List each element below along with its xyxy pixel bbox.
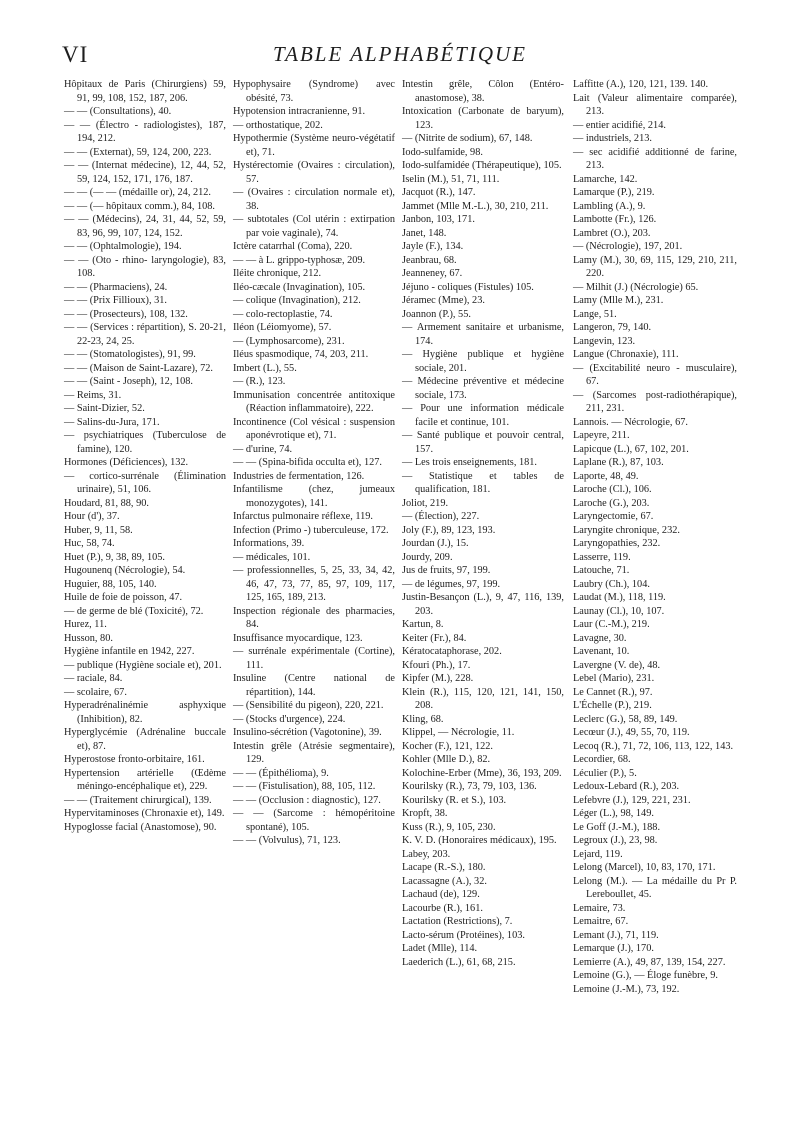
index-entry: Joly (F.), 89, 123, 193. — [402, 524, 496, 536]
index-entry: Lambotte (Fr.), 126. — [573, 214, 657, 225]
index-entry: Insulino-sécrétion (Vagotonine), 39. — [233, 727, 382, 738]
page-title: TABLE ALPHABÉTIQUE — [273, 42, 527, 66]
index-entry: Iodo-sulfamidée (Thérapeutique), 105. — [402, 160, 562, 171]
index-entry: Lemant (J.), 71, 119. — [573, 929, 659, 941]
index-entry: — (Ovaires : circulation normale et), 38. — [233, 187, 395, 212]
index-entry: — — (Externat), 59, 124, 200, 223. — [64, 146, 212, 158]
index-entry: — (Nitrite de sodium), 67, 148. — [402, 133, 533, 144]
index-entry: Langue (Chronaxie), 111. — [573, 349, 679, 360]
index-entry: Lelong (M.). — La médaille du Pr P. Lereboullet, 45. — [573, 875, 737, 900]
index-entry: — — (Stomatologistes), 91, 99. — [64, 349, 196, 360]
index-entry: Lamarche, 142. — [573, 173, 638, 185]
index-entry: Langeron, 79, 140. — [573, 322, 652, 333]
index-entry: — (R.), 123. — [233, 376, 286, 387]
index-entry: Incontinence (Col vésical : suspension aponévrotique et), 71. — [233, 416, 395, 441]
index-entry: Kourilsky (R. et S.), 103. — [402, 794, 507, 806]
index-entry: — — (Saint - Joseph), 12, 108. — [64, 376, 193, 387]
index-entry: Langevin, 123. — [573, 335, 636, 347]
index-entry: — — (Sarcome : hémopéritoine spontané), 105. — [233, 808, 395, 833]
index-entry: Laur (C.-M.), 219. — [573, 619, 650, 630]
index-entry: Lapeyre, 211. — [573, 430, 630, 441]
index-entry: Lait (Valeur alimentaire comparée), 213. — [573, 92, 737, 117]
index-entry: Janet, 148. — [402, 227, 447, 239]
index-entry: Lacto-sérum (Protéines), 103. — [402, 929, 525, 941]
index-entry: Laroche (G.), 203. — [573, 497, 650, 509]
index-entry: Lacassagne (A.), 32. — [402, 875, 487, 887]
index-entry: Kératocataphorase, 202. — [402, 646, 502, 657]
index-entry: Huguier, 88, 105, 140. — [64, 578, 157, 590]
index-entry: Klein (R.), 115, 120, 121, 141, 150, 208. — [402, 686, 564, 711]
index-entry: Hyperostose fronto-orbitaire, 161. — [64, 754, 205, 765]
index-entry: Hypothermie (Système neuro-végétatif et), 71. — [233, 133, 395, 158]
index-entry: — Santé publique et pouvoir central, 157. — [402, 430, 564, 455]
index-entry: Laudat (M.), 118, 119. — [573, 592, 666, 603]
index-entry: Laroche (Cl.), 106. — [573, 484, 652, 495]
index-entry: — Médecine préventive et médecine sociale, 173. — [402, 376, 564, 401]
index-entry: Joannon (P.), 55. — [402, 308, 471, 320]
index-entry: — de germe de blé (Toxicité), 72. — [64, 605, 204, 617]
index-entry: — — (Traitement chirurgical), 139. — [64, 794, 212, 806]
index-column-4 — [573, 78, 737, 996]
index-entry: K. V. D. (Honoraires médicaux), 195. — [402, 835, 557, 846]
index-entry: Kling, 68. — [402, 713, 444, 725]
index-entry: Léculier (P.), 5. — [573, 767, 637, 779]
index-entry: Lejard, 119. — [573, 848, 623, 860]
index-entry: Laplane (R.), 87, 103. — [573, 457, 664, 468]
index-entry: Iléite chronique, 212. — [233, 268, 322, 279]
index-entry: — (Stocks d'urgence), 224. — [233, 713, 346, 725]
index-entry: Lecoq (R.), 71, 72, 106, 113, 122, 143. — [573, 740, 734, 752]
index-entry: Kropft, 38. — [402, 808, 448, 819]
index-entry: Lacape (R.-S.), 180. — [402, 862, 486, 873]
index-entry: Intestin grêle, Côlon (Entéro-anastomose), 38. — [402, 79, 564, 104]
index-entry: Joliot, 219. — [402, 497, 449, 509]
index-entry: Lemoine (J.-M.), 73, 192. — [573, 983, 680, 995]
index-entry: — cortico-surrénale (Élimination urinaire), 51, 106. — [64, 470, 226, 495]
index-entry: Iléon (Léiomyome), 57. — [233, 322, 332, 333]
index-entry: — Salins-du-Jura, 171. — [64, 416, 160, 428]
index-entry: Le Cannet (R.), 97. — [573, 686, 653, 698]
index-entry: — professionnelles, 5, 25, 33, 34, 42, 46, 47, 73, 77, 85, 97, 109, 117, 125, 165, 189, 213. — [233, 565, 395, 603]
index-entry: Leclerc (G.), 58, 89, 149. — [573, 713, 678, 725]
index-entry: Klippel, — Nécrologie, 11. — [402, 727, 515, 738]
index-entry: — entier acidifié, 214. — [573, 119, 666, 131]
index-entry: Ledoux-Lebard (R.), 203. — [573, 781, 680, 792]
index-entry: Jacquot (R.), 147. — [402, 187, 476, 198]
index-entry: Janbon, 103, 171. — [402, 214, 475, 225]
index-entry: Lambret (O.), 203. — [573, 227, 651, 239]
index-entry: Hormones (Déficiences), 132. — [64, 457, 189, 468]
index-entry: Lamy (M.), 30, 69, 115, 129, 210, 211, 220. — [573, 254, 737, 279]
index-entry: — (Excitabilité neuro - musculaire), 67. — [573, 362, 737, 387]
index-entry: — — (— — (médaille or), 24, 212. — [64, 187, 211, 198]
index-entry: Lebel (Mario), 231. — [573, 673, 655, 684]
index-entry: Imbert (L.), 55. — [233, 362, 297, 374]
index-entry: Ladet (Mlle), 114. — [402, 943, 478, 954]
index-entry: Hyperadrénalinémie asphyxique (Inhibition), 82. — [64, 700, 226, 725]
index-entry: Jayle (F.), 134. — [402, 241, 464, 252]
index-entry: Jeanneney, 67. — [402, 268, 463, 279]
index-entry: Kolochine-Erber (Mme), 36, 193, 209. — [402, 767, 562, 779]
index-entry: — (Sensibilité du pigeon), 220, 221. — [233, 700, 384, 711]
index-entry: — raciale, 84. — [64, 673, 123, 684]
index-entry: Kfouri (Ph.), 17. — [402, 659, 471, 671]
index-entry: Lapicque (L.), 67, 102, 201. — [573, 443, 689, 455]
index-entry: Hygiène infantile en 1942, 227. — [64, 646, 195, 657]
index-entry: Lamarque (P.), 219. — [573, 187, 655, 198]
index-entry: — Pour une information médicale facile et continue, 101. — [402, 403, 564, 428]
index-entry: Jourdan (J.), 15. — [402, 538, 469, 549]
index-entry: — (Élection), 227. — [402, 511, 480, 522]
index-entry: — colique (Invagination), 212. — [233, 295, 361, 306]
index-entry: Intestin grêle (Atrésie segmentaire), 129. — [233, 740, 395, 765]
index-entry: Jammet (Mlle M.-L.), 30, 210, 211. — [402, 200, 549, 212]
index-entry: — — (Services : répartition), S. 20-21, 22-23, 24, 25. — [64, 322, 226, 347]
index-entry: — subtotales (Col utérin : extirpation par voie vaginale), 74. — [233, 214, 395, 239]
index-entry: Informations, 39. — [233, 538, 305, 549]
index-entry: Hypoglosse facial (Anastomose), 90. — [64, 821, 217, 833]
index-entry: Lefebvre (J.), 129, 221, 231. — [573, 794, 691, 806]
index-entry: Kartun, 8. — [402, 619, 444, 630]
index-entry: — Reims, 31. — [64, 389, 122, 401]
index-entry: Iselin (M.), 51, 71, 111. — [402, 173, 500, 185]
index-entry: Hypervitaminoses (Chronaxie et), 149. — [64, 808, 225, 819]
index-entry: — — (Occlusion : diagnostic), 127. — [233, 794, 381, 806]
index-entry: — — (Prosecteurs), 108, 132. — [64, 308, 188, 320]
index-entry: — — (Ophtalmologie), 194. — [64, 241, 182, 252]
index-entry: Jeanbrau, 68. — [402, 254, 457, 266]
index-entry: Kohler (Mlle D.), 82. — [402, 754, 491, 765]
index-entry: Ictère catarrhal (Coma), 220. — [233, 241, 353, 252]
index-entry: Laryngopathies, 232. — [573, 538, 661, 549]
index-entry: Jus de fruits, 97, 199. — [402, 565, 491, 576]
index-entry: Léger (L.), 98, 149. — [573, 808, 654, 819]
index-entry: Intoxication (Carbonate de baryum), 123. — [402, 106, 564, 131]
index-entry: Immunisation concentrée antitoxique (Réaction inflammatoire), 222. — [233, 389, 395, 414]
index-entry: Keiter (Fr.), 84. — [402, 632, 467, 644]
index-entry: — — (Électro - radiologistes), 187, 194, 212. — [64, 119, 226, 144]
index-entry: Launay (Cl.), 10, 107. — [573, 605, 665, 617]
index-entry: — orthostatique, 202. — [233, 119, 323, 131]
index-entry: Laryngectomie, 67. — [573, 511, 654, 522]
index-entry: Husson, 80. — [64, 632, 113, 644]
page-number: VI — [62, 42, 89, 67]
index-entry: Lemoine (G.), — Éloge funèbre, 9. — [573, 970, 718, 981]
index-entry: Latouche, 71. — [573, 565, 630, 576]
index-entry: — — (Maison de Saint-Lazare), 72. — [64, 362, 213, 374]
index-entry: Kocher (F.), 121, 122. — [402, 740, 493, 752]
index-entry: — surrénale expérimentale (Cortine), 111. — [233, 646, 395, 671]
index-entry: Lannois. — Nécrologie, 67. — [573, 416, 688, 428]
index-entry: Infantilisme (chez, jumeaux monozygotes), 141. — [233, 484, 395, 509]
index-entry: Lemarque (J.), 170. — [573, 943, 654, 954]
index-entry: Jéramec (Mme), 23. — [402, 295, 485, 306]
index-entry: Laffitte (A.), 120, 121, 139. 140. — [573, 79, 709, 90]
index-entry: Lasserre, 119. — [573, 551, 631, 563]
index-entry: Hurez, 11. — [64, 619, 107, 630]
index-entry: Justin-Besançon (L.), 9, 47, 116, 139, 203. — [402, 592, 564, 617]
index-entry: — — à L. grippo-typhosæ, 209. — [233, 254, 366, 266]
index-entry: Huile de foie de poisson, 47. — [64, 592, 183, 603]
index-entry: — psychiatriques (Tuberculose de famine), 120. — [64, 430, 226, 455]
index-entry: — Armement sanitaire et urbanisme, 174. — [402, 322, 564, 347]
index-entry: Huet (P.), 9, 38, 89, 105. — [64, 551, 165, 563]
index-entry: — scolaire, 67. — [64, 686, 127, 698]
index-entry: Lecœur (J.), 49, 55, 70, 119. — [573, 727, 690, 738]
index-entry: Insuline (Centre national de répartition), 144. — [233, 673, 395, 698]
index-entry: Iléo-cæcale (Invagination), 105. — [233, 281, 366, 293]
index-entry: — Milhit (J.) (Nécrologie) 65. — [573, 281, 699, 293]
index-entry: Lactation (Restrictions), 7. — [402, 916, 513, 927]
index-entry: — colo-rectoplastie, 74. — [233, 308, 333, 320]
index-entry: Huc, 58, 74. — [64, 538, 115, 549]
index-entry: — — (Internat médecine), 12, 44, 52, 59, 124, 152, 171, 176, 187. — [64, 160, 226, 185]
index-entry: Lemaire, 73. — [573, 902, 626, 914]
index-entry: Laporte, 48, 49. — [573, 470, 639, 482]
index-entry: — Saint-Dizier, 52. — [64, 403, 145, 414]
index-entry: Insuffisance myocardique, 123. — [233, 632, 363, 644]
index-entry: — — (Prix Fillioux), 31. — [64, 295, 167, 306]
index-entry: Lavenant, 10. — [573, 646, 630, 657]
index-entry: — Les trois enseignements, 181. — [402, 457, 537, 468]
index-entry: — médicales, 101. — [233, 551, 311, 563]
index-entry: Lecordier, 68. — [573, 754, 631, 765]
index-entry: Kipfer (M.), 228. — [402, 673, 474, 684]
index-entry: — d'urine, 74. — [233, 443, 293, 455]
index-entry: L'Échelle (P.), 219. — [573, 700, 652, 711]
index-entry: — — (Oto - rhino- laryngologie), 83, 108. — [64, 254, 226, 279]
index-entry: Lambling (A.), 9. — [573, 200, 646, 212]
index-entry: Lacourbe (R.), 161. — [402, 902, 483, 914]
index-entry: Infection (Primo -) tuberculeuse, 172. — [233, 524, 389, 536]
index-entry: Hypotension intracranienne, 91. — [233, 106, 366, 117]
index-entry: — — (Fistulisation), 88, 105, 112. — [233, 781, 376, 792]
index-entry: — (Nécrologie), 197, 201. — [573, 241, 683, 252]
index-entry: Infarctus pulmonaire réflexe, 119. — [233, 511, 373, 522]
index-entry: Hugounenq (Nécrologie), 54. — [64, 565, 186, 576]
index-entry: Jéjuno - coliques (Fistules) 105. — [402, 281, 534, 293]
index-entry: Le Goff (J.-M.), 188. — [573, 821, 661, 833]
index-entry: — — (— hôpitaux comm.), 84, 108. — [64, 200, 216, 212]
index-entry: Houdard, 81, 88, 90. — [64, 497, 149, 509]
index-column-2 — [233, 78, 395, 848]
index-entry: Hypophysaire (Syndrome) avec obésité, 73. — [233, 79, 395, 104]
index-entry: — — (Médecins), 24, 31, 44, 52, 59, 83, 96, 99, 107, 124, 152. — [64, 214, 226, 239]
index-entry: Lachaud (de), 129. — [402, 889, 480, 900]
index-entry: Lemaitre, 67. — [573, 916, 629, 927]
index-entry: Lavergne (V. de), 48. — [573, 659, 661, 671]
index-entry: Labey, 203. — [402, 848, 451, 860]
index-entry: — sec acidifié additionné de farine, 213. — [573, 146, 737, 171]
index-entry: — — (Épithélioma), 9. — [233, 767, 329, 779]
index-entry: Hypertension artérielle (Œdème méningo-encéphalique et), 229. — [64, 767, 226, 792]
index-column-3 — [402, 78, 564, 969]
index-entry: Lelong (Marcel), 10, 83, 170, 171. — [573, 862, 716, 873]
index-entry: — — (Spina-bifida occulta et), 127. — [233, 457, 382, 468]
index-entry: Laubry (Ch.), 104. — [573, 578, 650, 590]
index-entry: Iodo-sulfamide, 98. — [402, 146, 483, 158]
index-entry: Jourdy, 209. — [402, 551, 453, 563]
index-entry: Hyperglycémie (Adrénaline buccale et), 87. — [64, 727, 226, 752]
index-entry: Hystérectomie (Ovaires : circulation), 57. — [233, 160, 395, 185]
index-entry: Industries de fermentation, 126. — [233, 470, 365, 482]
index-entry: — Statistique et tables de qualification, 181. — [402, 470, 564, 495]
index-entry: Lamy (Mlle M.), 231. — [573, 295, 664, 306]
index-entry: — de légumes, 97, 199. — [402, 578, 501, 590]
index-entry: Huber, 9, 11, 58. — [64, 524, 133, 536]
index-entry: Lange, 51. — [573, 308, 617, 320]
index-entry: Hôpitaux de Paris (Chirurgiens) 59, 91, 99, 108, 152, 187, 206. — [64, 79, 226, 104]
index-entry: Iléus spasmodique, 74, 203, 211. — [233, 349, 369, 360]
index-entry: — publique (Hygiène sociale et), 201. — [64, 659, 222, 671]
index-entry: Laryngite chronique, 232. — [573, 524, 680, 536]
index-entry: Inspection régionale des pharmacies, 84. — [233, 605, 395, 630]
index-entry: Hour (d'), 37. — [64, 511, 120, 522]
index-entry: — (Sarcomes post-radiothérapique), 211, 231. — [573, 389, 737, 414]
index-entry: — (Lymphosarcome), 231. — [233, 335, 345, 347]
index-column-1 — [64, 78, 226, 834]
index-entry: Kuss (R.), 9, 105, 230. — [402, 821, 496, 833]
index-entry: Lavagne, 30. — [573, 632, 627, 644]
index-entry: — Hygiène publique et hygiène sociale, 201. — [402, 349, 564, 374]
index-entry: — — (Consultations), 40. — [64, 106, 172, 117]
index-entry: — — (Pharmaciens), 24. — [64, 281, 168, 293]
index-entry: — — (Volvulus), 71, 123. — [233, 835, 341, 846]
index-entry: Kourilsky (R.), 73, 79, 103, 136. — [402, 781, 537, 792]
index-entry: Legroux (J.), 23, 98. — [573, 835, 658, 846]
index-entry: Lemierre (A.), 49, 87, 139, 154, 227. — [573, 956, 726, 968]
index-entry: Laederich (L.), 61, 68, 215. — [402, 956, 516, 968]
index-entry: — industriels, 213. — [573, 133, 652, 144]
